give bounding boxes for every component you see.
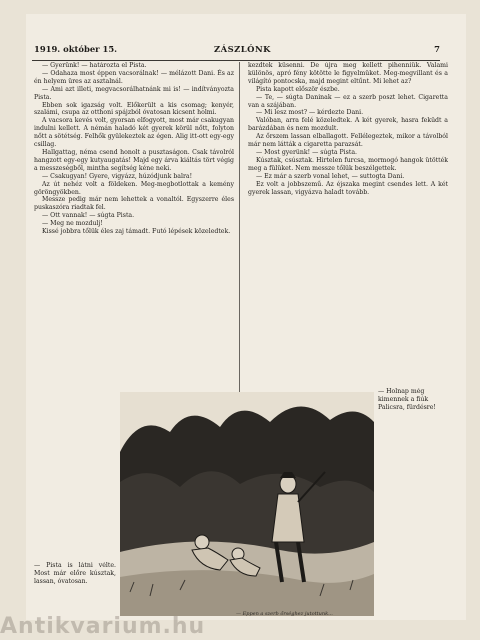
paragraph: Kissé jobbra tőlük éles zaj támadt. Futó lépések közeledtek. (42, 228, 231, 236)
paragraph: A vacsora kevés volt, gyorsan elfogyott, most már csakugyan indulni kellett. A némán haladó két gyerek körül nőtt, folyton nőtt a sötétség. Felhők gyülekeztek az égen. Alig itt-ott egy-egy csillag. (34, 117, 234, 149)
paragraph: — Csakugyan! Gyere, vigyázz, húzódjunk balra! (42, 172, 193, 180)
paragraph: Kúsztak, csúsztak. Hirtelen furcsa, mormogó hangok ütötték meg a fülüket. Nem messze tőlük beszélgettek. (248, 156, 448, 172)
paragraph: Hallgattag, néma csend honolt a pusztaságon. Csak távolról hangzott egy-egy kutyaugatás! Majd egy árva kiáltás tört végig a messzeségből, mintha segítség kéne neki. (34, 148, 234, 172)
page-number: 7 (434, 44, 440, 54)
paragraph: — Mi lesz most? — kérdezte Dani. (256, 109, 364, 117)
magazine-title: ZÁSZLÓNK (214, 44, 271, 54)
paragraph: — Ami azt illeti, megvacsorálhatnánk mi is! — indítványozta Pista. (34, 85, 234, 101)
issue-date: 1919. október 15. (34, 44, 118, 54)
paragraph: Ez volt a jobbszemű. Az éjszaka megint csendes lett. A két gyerek lassan, vigyázva haladt tovább. (248, 180, 448, 196)
page-header (26, 44, 466, 58)
paragraph: — Ott vannak! — súgta Pista. (42, 212, 135, 220)
paragraph: — Odahaza most éppen vacsorálnak! — mélázott Dani. És az én helyem üres az asztalnál. (34, 69, 234, 85)
paragraph: — Most gyerünk! — súgta Pista. (256, 148, 357, 156)
paragraph: Az őrszem lassan elballagott. Fellélegeztek, mikor a távolból már nem látták a cigaretta parazsát. (248, 133, 448, 149)
paragraph: Pista kapott először észbe. (256, 85, 340, 93)
illustration-caption: — Eppen a szerb őrséghez jutottunk... (236, 611, 333, 617)
paragraph: — Ez már a szerb vonal lehet, — suttogta Dani. (256, 172, 405, 180)
paragraph: — Te, — súgta Daninak — ez a szerb poszt lehet. Cigaretta van a szájában. (248, 93, 448, 109)
illustration (120, 392, 374, 616)
bottom-left-text: — Pista is látni vélte. Most már előre kúsztak, lassan, óvatosan. (34, 562, 116, 585)
header-rule (32, 60, 440, 61)
newspaper-page (26, 14, 466, 620)
paragraph: Valóban, arra felé közeledtek. A két gyerek, hasra feküdt a barázdában és nem mozdult. (248, 117, 448, 133)
paragraph: — Meg ne mozdulj! (42, 220, 103, 228)
paragraph: Az út nehéz volt a földeken. Meg-megbotlottak a kemény göröngyökben. (34, 180, 234, 196)
right-column (248, 62, 448, 387)
paragraph: kezdtek küsenni. De újra meg kellett pihenniük. Valami különös, apró fény kötötte le figyelmüket. Meg-megvillant és a világító pontocska, majd megint eltűnt. Mi lehet az? (248, 62, 448, 85)
watermark: Antikvarium.hu (0, 614, 206, 639)
bottom-right-text: — Holnap még kimennek a fiúk Palicsra, fürdésre! (378, 388, 436, 411)
paragraph: — Gyerünk! — határozta el Pista. (42, 62, 147, 69)
paragraph: Messze pedig már nem lehettek a vonaltól. Egyszerre éles puskaszóra riadtak fel. (34, 196, 234, 212)
paragraph: Ebben sok igazság volt. Előkerült a kis csomag; kenyér, szalámi, csupa az otthoni spájzból óvatosan kicsent holmi. (34, 101, 234, 117)
